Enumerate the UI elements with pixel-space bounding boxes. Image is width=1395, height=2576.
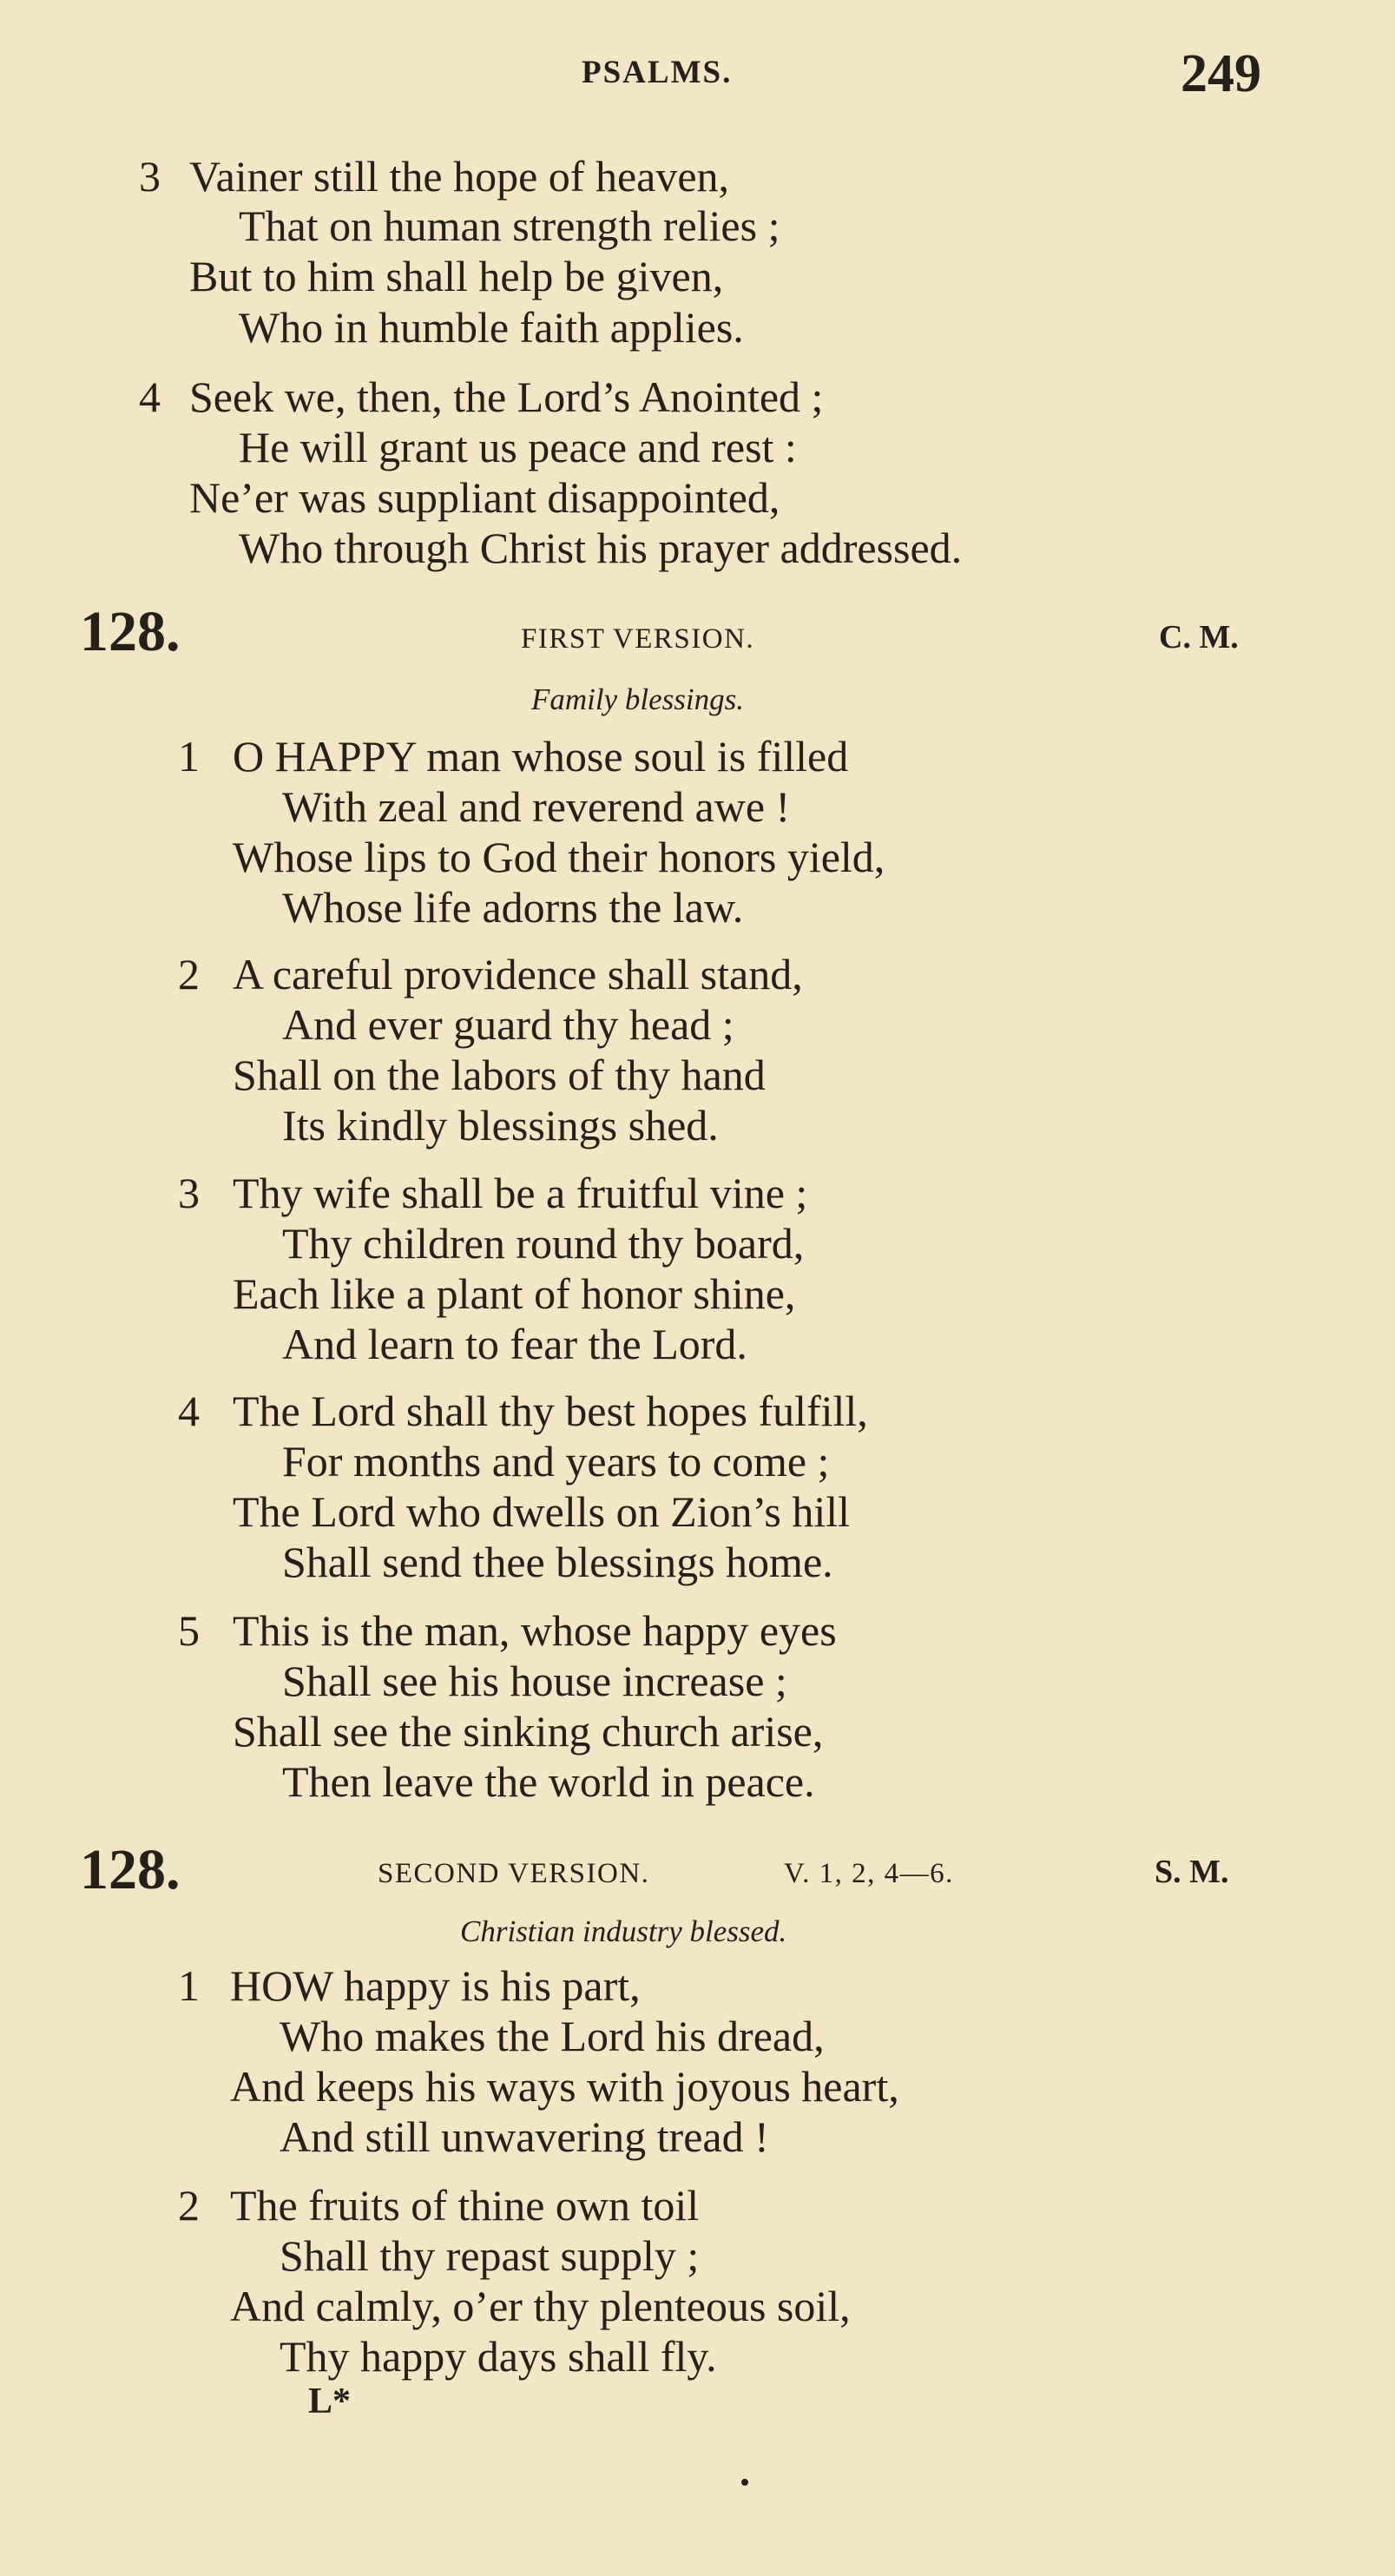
verse-line: Ne’er was suppliant disappointed, [189, 473, 780, 522]
hymn-subtitle: Christian industry blessed. [460, 1914, 787, 1948]
version-label: FIRST VERSION. [521, 623, 755, 655]
verse-line: Thy happy days shall fly. [280, 2332, 717, 2381]
verse-line: He will grant us peace and rest : [239, 423, 797, 471]
version-label: SECOND VERSION. [378, 1858, 650, 1889]
meter-label: S. M. [1155, 1854, 1229, 1890]
verse-line: Vainer still the hope of heaven, [189, 152, 730, 201]
verse-line: Whose lips to God their honors yield, [233, 833, 885, 881]
hymn-subtitle: Family blessings. [531, 682, 744, 716]
verse-line: Shall send thee blessings home. [282, 1538, 833, 1586]
verse-line: Shall on the labors of thy hand [233, 1051, 766, 1099]
verse-line: O HAPPY man whose soul is filled [233, 732, 849, 781]
verse-line: This is the man, whose happy eyes [233, 1606, 837, 1655]
verse-line: HOW happy is his part, [230, 1961, 641, 2010]
hymn-number: 128. [80, 1838, 181, 1901]
verse-line: Who makes the Lord his dread, [280, 2012, 825, 2060]
stanza-number: 1 [178, 1961, 200, 2010]
verse-line: But to him shall help be given, [189, 252, 724, 300]
verse-line: Its kindly blessings shed. [282, 1101, 719, 1150]
signature-mark: L* [308, 2382, 352, 2421]
verse-line: Thy wife shall be a fruitful vine ; [233, 1169, 808, 1217]
verse-line: With zeal and reverend awe ! [282, 782, 791, 831]
verse-line: A careful providence shall stand, [233, 950, 803, 998]
verse-line: Who through Christ his prayer addressed. [239, 524, 963, 572]
verse-line: And ever guard thy head ; [282, 1000, 734, 1049]
stanza-number: 3 [178, 1169, 200, 1217]
verse-line: Whose life adorns the law. [282, 883, 744, 932]
verse-line: Then leave the world in peace. [282, 1757, 815, 1806]
running-title: PSALMS. [582, 55, 733, 90]
page-number: 249 [1181, 44, 1261, 103]
verse-line: And calmly, o’er thy plenteous soil, [230, 2282, 851, 2330]
verse-line: Seek we, then, the Lord’s Anointed ; [189, 372, 824, 421]
stanza-number: 2 [178, 2181, 200, 2230]
verse-line: The fruits of thine own toil [230, 2181, 700, 2230]
stanza-number: 3 [139, 152, 161, 201]
verse-line: Thy children round thy board, [282, 1219, 805, 1268]
verse-line: And keeps his ways with joyous heart, [230, 2062, 899, 2111]
meter-label: C. M. [1159, 619, 1239, 656]
verse-line: Shall see his house increase ; [282, 1657, 787, 1705]
stanza-number: 4 [178, 1387, 200, 1435]
stanza-number: 5 [178, 1606, 200, 1655]
stanza-number: 4 [139, 372, 161, 421]
page-speck [741, 2479, 748, 2486]
stanza-number: 1 [178, 732, 200, 781]
verse-line: And learn to fear the Lord. [282, 1320, 747, 1368]
verse-line: Shall thy repast supply ; [280, 2231, 700, 2280]
verses-label: V. 1, 2, 4—6. [784, 1858, 954, 1889]
stanza-number: 2 [178, 950, 200, 998]
verse-line: The Lord shall thy best hopes fulfill, [233, 1387, 868, 1435]
verse-line: That on human strength relies ; [239, 201, 780, 250]
verse-line: Who in humble faith applies. [239, 303, 744, 352]
hymn-number: 128. [80, 600, 181, 663]
verse-line: For months and years to come ; [282, 1437, 830, 1486]
verse-line: Each like a plant of honor shine, [233, 1269, 796, 1318]
verse-line: The Lord who dwells on Zion’s hill [233, 1487, 851, 1536]
verse-line: Shall see the sinking church arise, [233, 1707, 824, 1756]
verse-line: And still unwavering tread ! [280, 2112, 769, 2161]
